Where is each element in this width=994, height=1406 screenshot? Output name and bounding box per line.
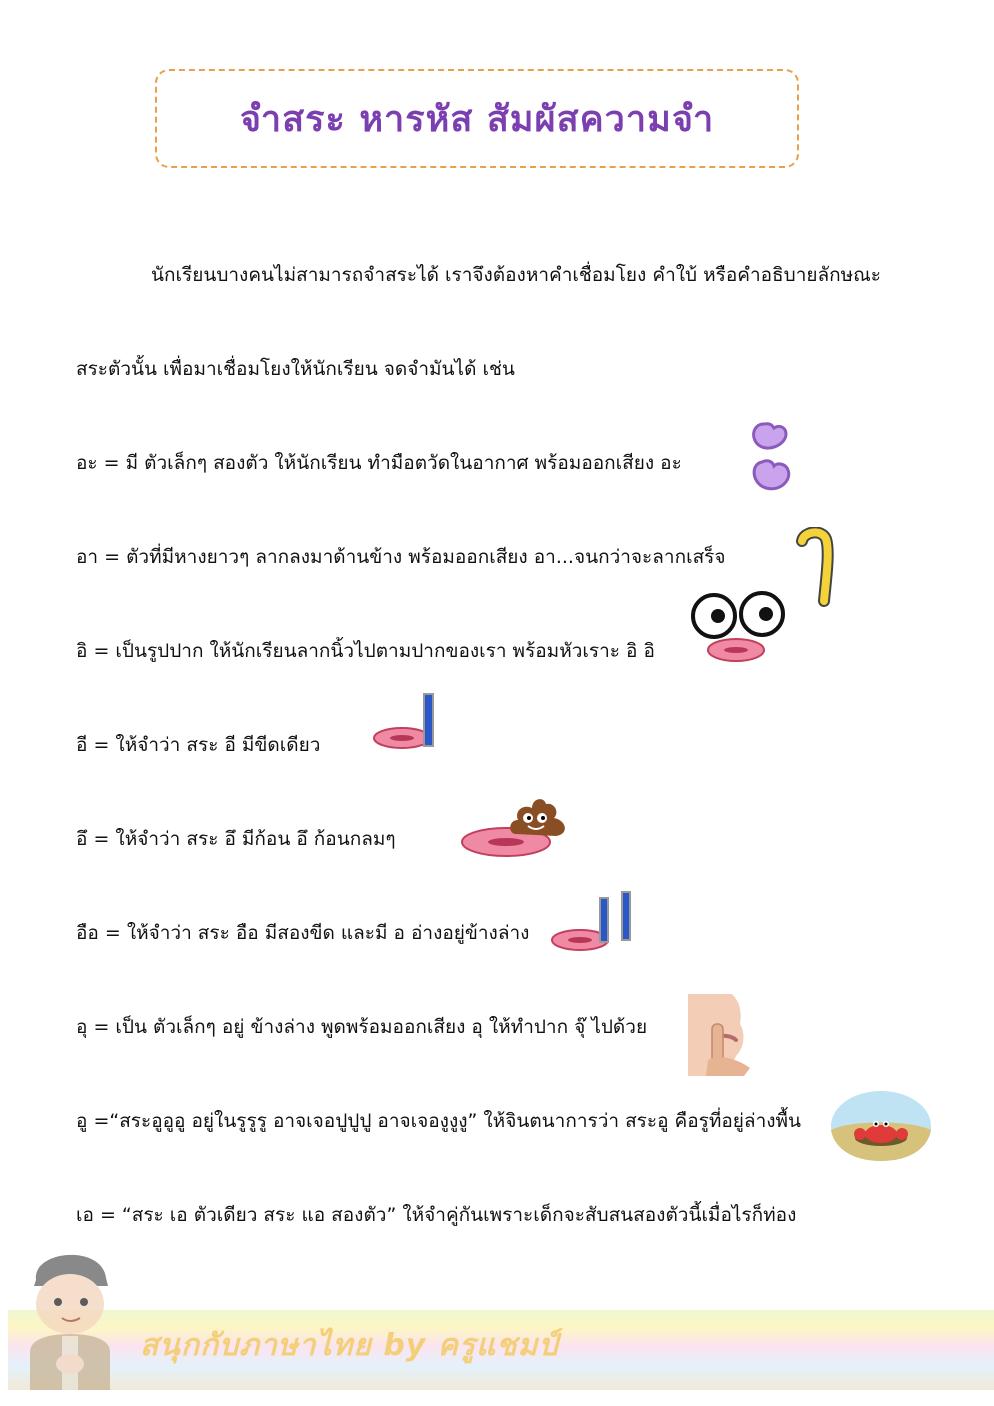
purple-sara-a-icon (744, 418, 798, 496)
mouth-one-stroke-icon (372, 692, 440, 752)
title-box (155, 69, 799, 168)
item-sara-u: อุ = เป็น ตัวเล็กๆ อยู่ ข้างล่าง พูดพร้อมออกเสียง อุ ให้ทำปาก จุ๊ ไปด้วย (76, 1016, 648, 1038)
crab-hole-icon (830, 1090, 932, 1162)
page-title: จำสระ หารหัส สัมผัสความจำ (239, 99, 715, 140)
footer-banner-text: สนุกกับภาษาไทย by ครูแชมป์ (140, 1328, 559, 1363)
item-sara-a: อะ = มี ตัวเล็กๆ สองตัว ให้นักเรียน ทำมือตวัดในอากาศ พร้อมออกเสียง อะ (76, 452, 682, 474)
teacher-mascot-icon (22, 1240, 116, 1390)
mouth-poop-icon (460, 786, 576, 860)
item-sara-i: อิ = เป็นรูปปาก ให้นักเรียนลากนิ้วไปตามปากของเรา พร้อมหัวเราะ อิ อิ (76, 640, 655, 662)
eyes-mouth-icon (688, 590, 788, 664)
item-sara-ue: อึ = ให้จำว่า สระ อึ มีก้อน อึ ก้อนกลมๆ (76, 828, 396, 850)
mouth-two-strokes-icon (550, 888, 642, 954)
yellow-sara-aa-icon (796, 527, 836, 609)
item-sara-uu: อู =“สระอูอูอู อยู่ในรูรูรู อาจเจอปูปูปู อาจเจองูงูงู” ให้จินตนาการว่า สระอู คือรูที่อยู่ล่างพื้น (76, 1110, 802, 1132)
item-sara-aa: อา = ตัวที่มีหางยาวๆ ลากลงมาด้านข้าง พร้อมออกเสียง อา...จนกว่าจะลากเสร็จ (76, 546, 726, 568)
intro-line-2: สระตัวนั้น เพื่อมาเชื่อมโยงให้นักเรียน จดจำมันได้ เช่น (76, 358, 515, 380)
intro-line-1: นักเรียนบางคนไม่สามารถจำสระได้ เราจึงต้องหาคำเชื่อมโยง คำใบ้ หรือคำอธิบายลักษณะ (151, 264, 882, 286)
item-sara-uee: อือ = ให้จำว่า สระ อือ มีสองขีด และมี อ อ่างอยู่ข้างล่าง (76, 922, 530, 944)
item-sara-e: เอ = “สระ เอ ตัวเดียว สระ แอ สองตัว” ให้จำคู่กันเพราะเด็กจะสับสนสองตัวนี้เมื่อไรก็ท่อง (76, 1204, 797, 1226)
item-sara-ii: อี = ให้จำว่า สระ อี มีขีดเดียว (76, 734, 321, 756)
shush-face-icon (688, 994, 766, 1076)
